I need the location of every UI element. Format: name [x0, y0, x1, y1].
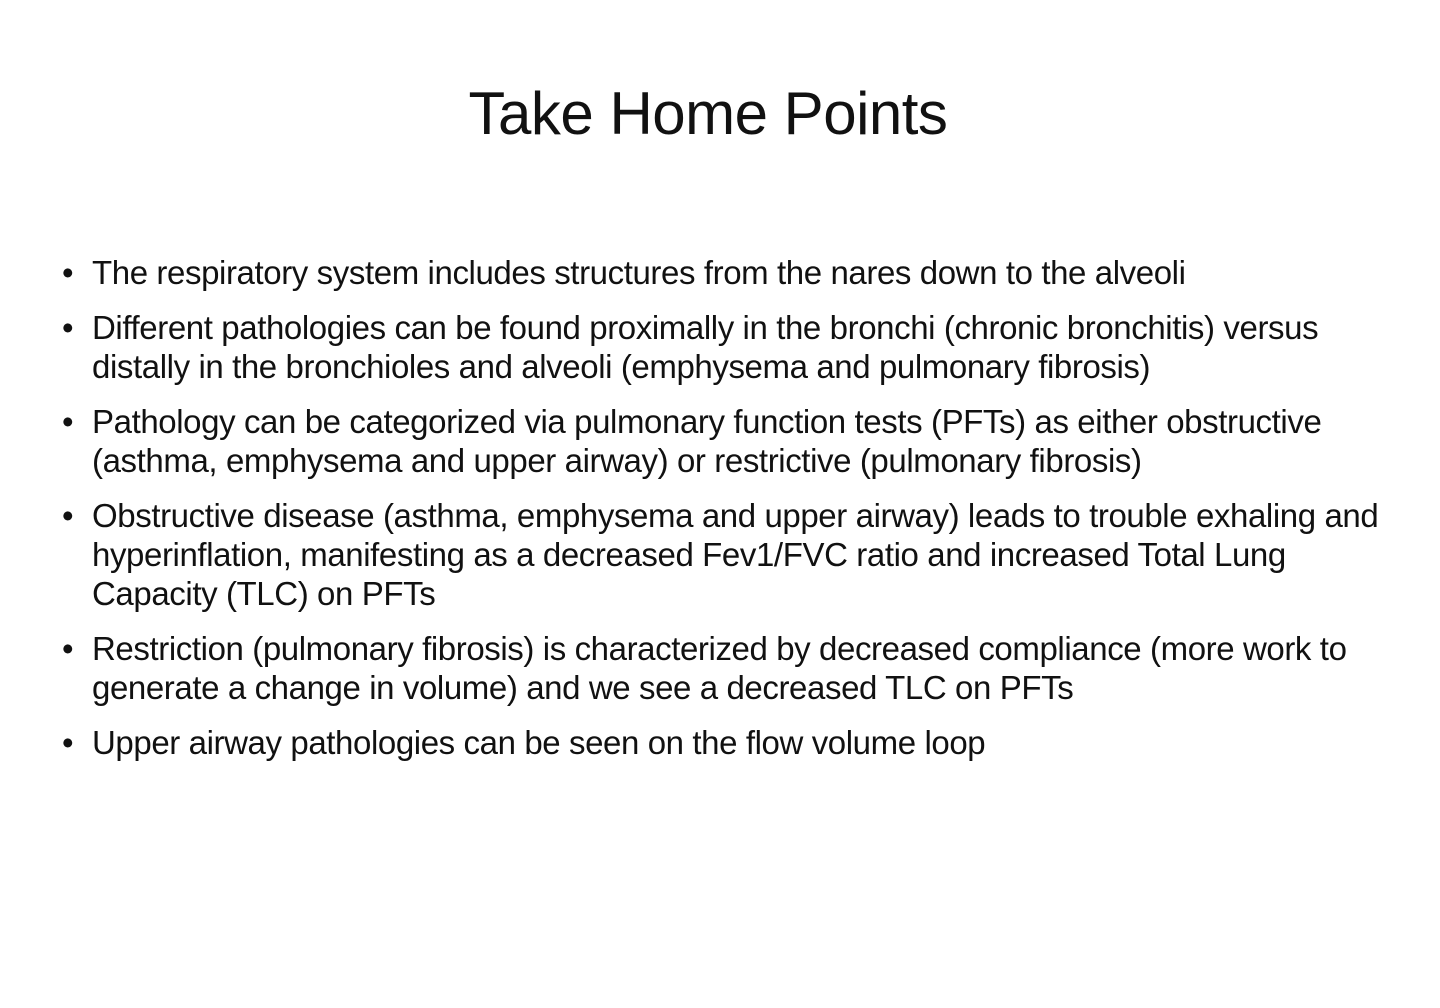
bullet-text: Upper airway pathologies can be seen on the flow volume loop	[92, 724, 986, 761]
bullet-text: Pathology can be categorized via pulmonary function tests (PFTs) as either obstructive (asthma, emphysema and upper airway) or restrictive (pulmonary fibrosis)	[92, 403, 1322, 479]
bullet-text: Obstructive disease (asthma, emphysema and upper airway) leads to trouble exhaling and hyperinflation, manifesting as a decreased Fev1/FVC ratio and increased Total Lung Capacity (TLC) on PFTs	[92, 497, 1379, 612]
bullet-item	[62, 253, 1382, 292]
bullet-icon: •	[62, 630, 74, 667]
bullet-item	[62, 402, 1382, 480]
bullet-icon: •	[62, 309, 74, 346]
bullet-list	[62, 253, 1382, 778]
bullet-text: Restriction (pulmonary fibrosis) is characterized by decreased compliance (more work to generate a change in volume) and we see a decreased TLC on PFTs	[92, 630, 1347, 706]
bullet-item	[62, 496, 1382, 613]
bullet-item	[62, 629, 1382, 707]
bullet-icon: •	[62, 497, 74, 534]
bullet-icon: •	[62, 403, 74, 440]
bullet-text: The respiratory system includes structures from the nares down to the alveoli	[92, 254, 1186, 291]
bullet-icon: •	[62, 724, 74, 761]
bullet-text: Different pathologies can be found proximally in the bronchi (chronic bronchitis) versus distally in the bronchioles and alveoli (emphysema and pulmonary fibrosis)	[92, 309, 1319, 385]
bullet-item	[62, 723, 1382, 762]
bullet-item	[62, 308, 1382, 386]
bullet-icon: •	[62, 254, 74, 291]
slide-title: Take Home Points	[468, 80, 948, 147]
